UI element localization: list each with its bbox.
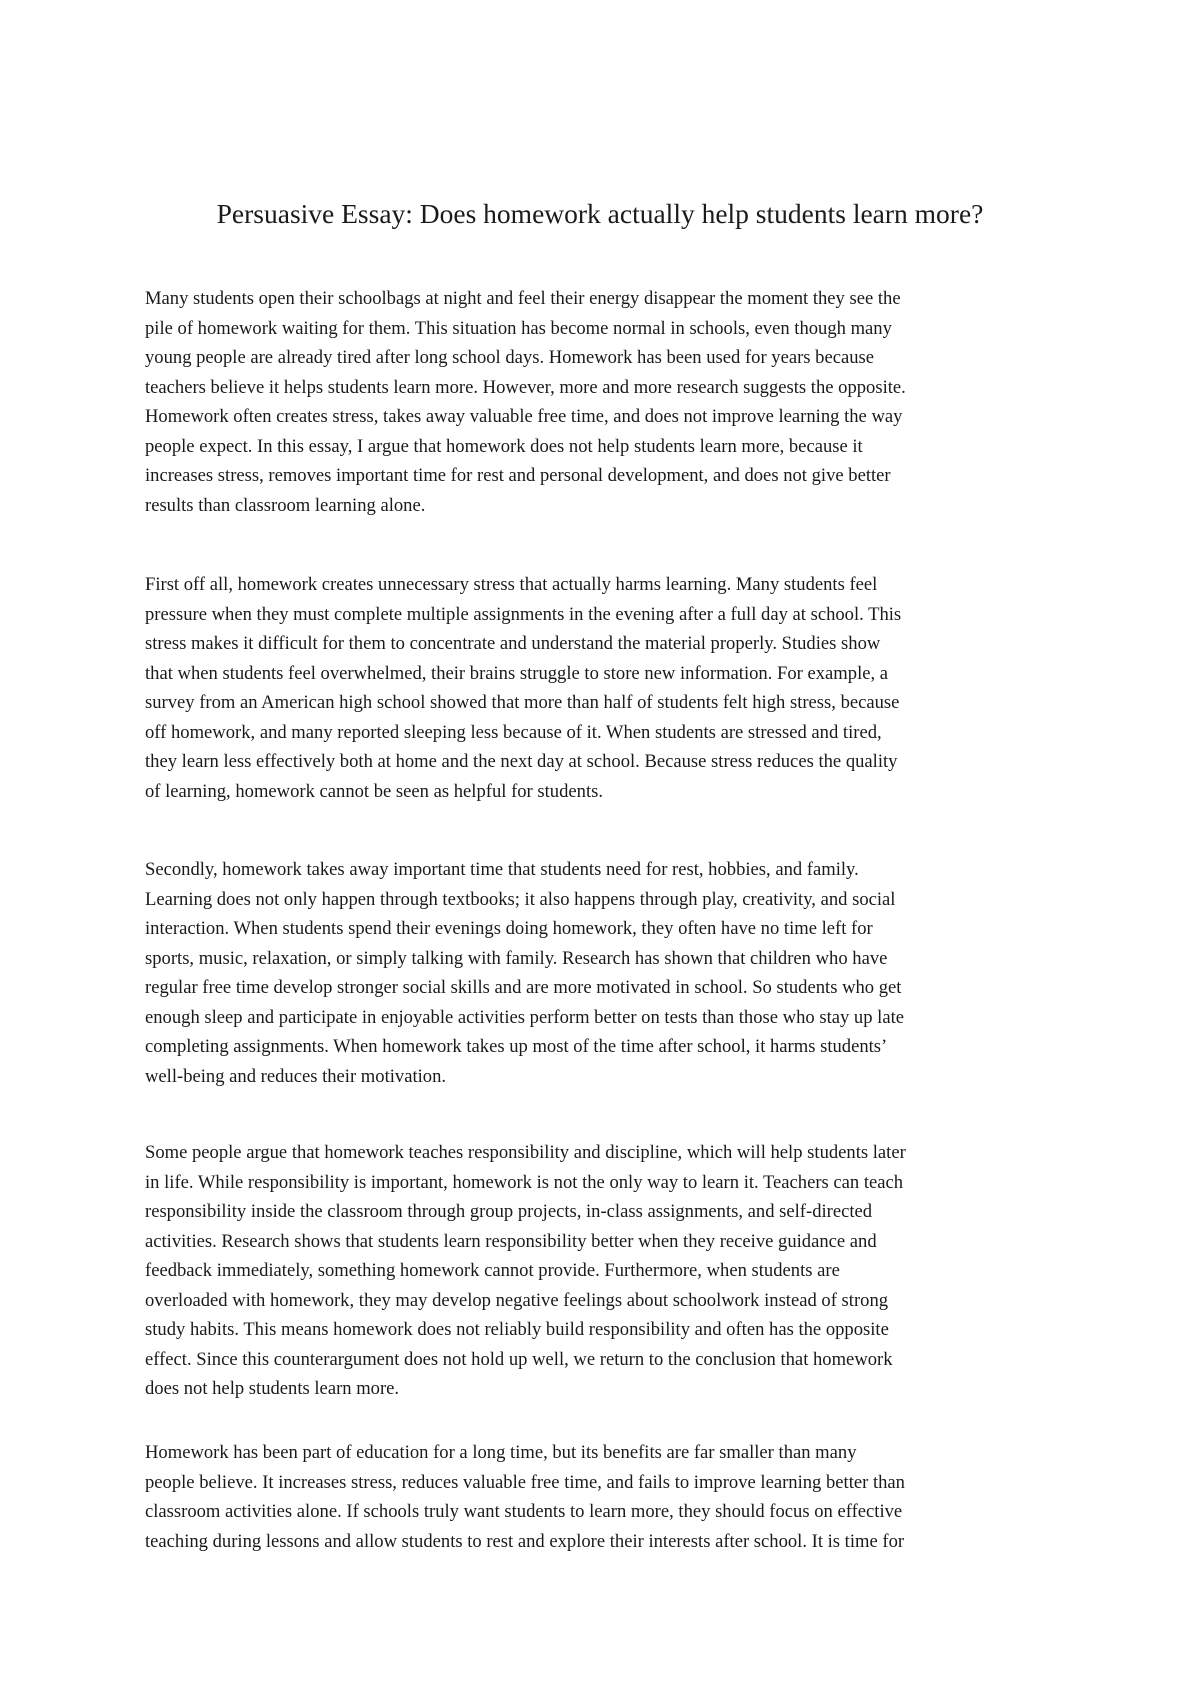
paragraph-free-time — [145, 855, 1065, 1091]
paragraph-line: that when students feel overwhelmed, their brains struggle to store new information. For example, a — [145, 662, 889, 684]
paragraph-line: pressure when they must complete multiple assignments in the evening after a full day at school. This — [145, 603, 902, 625]
paragraph-line: effect. Since this counterargument does not hold up well, we return to the conclusion that homework — [145, 1348, 893, 1370]
paragraph-line: off homework, and many reported sleeping less because of it. When students are stressed and tired, — [145, 721, 882, 743]
paragraph-line: feedback immediately, something homework cannot provide. Furthermore, when students are — [145, 1260, 840, 1281]
paragraph-line: young people are already tired after long school days. Homework has been used for years because — [145, 347, 875, 368]
paragraph-line: survey from an American high school showed that more than half of students felt high stress, because — [145, 692, 900, 713]
paragraph-line: Some people argue that homework teaches responsibility and discipline, which will help students later — [145, 1142, 906, 1163]
paragraph-line: Learning does not only happen through textbooks; it also happens through play, creativity, and social — [145, 888, 896, 910]
paragraph-line: they learn less effectively both at home and the next day at school. Because stress reduces the quality — [145, 751, 898, 772]
paragraph-line: pile of homework waiting for them. This situation has become normal in schools, even though many — [145, 317, 892, 339]
paragraph-conclusion — [145, 1438, 1065, 1556]
paragraph-line: teachers believe it helps students learn more. However, more and more research suggests the opposite. — [145, 376, 906, 398]
paragraph-line: Many students open their schoolbags at night and feel their energy disappear the moment they see the — [145, 288, 901, 309]
paragraph-line: well-being and reduces their motivation. — [145, 1065, 447, 1087]
paragraph-line: sports, music, relaxation, or simply talking with family. Research has shown that children who have — [145, 947, 888, 969]
paragraph-line: does not help students learn more. — [145, 1378, 400, 1399]
paragraph-introduction — [145, 284, 1065, 520]
paragraph-line: classroom activities alone. If schools truly want students to learn more, they should focus on effective — [145, 1501, 903, 1522]
paragraph-line: results than classroom learning alone. — [145, 494, 426, 516]
essay-title: Persuasive Essay: Does homework actually help students learn more? — [216, 198, 984, 229]
paragraph-line: interaction. When students spend their evenings doing homework, they often have no time left for — [145, 918, 873, 939]
paragraph-line: activities. Research shows that students learn responsibility better when they receive guidance and — [145, 1230, 877, 1252]
paragraph-line: Homework often creates stress, takes away valuable free time, and does not improve learning the way — [145, 406, 903, 427]
paragraph-line: stress makes it difficult for them to concentrate and understand the material properly. Studies show — [145, 633, 881, 654]
paragraph-line: completing assignments. When homework takes up most of the time after school, it harms students’ — [145, 1036, 888, 1057]
paragraph-line: First off all, homework creates unnecessary stress that actually harms learning. Many students feel — [145, 574, 878, 595]
paragraph-line: Homework has been part of education for a long time, but its benefits are far smaller than many — [145, 1442, 857, 1463]
paragraph-line: people expect. In this essay, I argue that homework does not help students learn more, because it — [145, 435, 863, 457]
paragraph-line: regular free time develop stronger social skills and are more motivated in school. So students who get — [145, 977, 902, 998]
paragraph-line: increases stress, removes important time for rest and personal development, and does not give better — [145, 465, 891, 486]
paragraph-line: study habits. This means homework does not reliably build responsibility and often has the opposite — [145, 1319, 889, 1340]
paragraph-line: teaching during lessons and allow students to rest and explore their interests after school. It is time for — [145, 1530, 905, 1552]
paragraph-line: responsibility inside the classroom through group projects, in-class assignments, and self-directed — [145, 1201, 873, 1222]
paragraph-line: Secondly, homework takes away important time that students need for rest, hobbies, and family. — [145, 859, 859, 880]
paragraph-line: overloaded with homework, they may develop negative feelings about schoolwork instead of strong — [145, 1289, 889, 1311]
paragraph-line: people believe. It increases stress, reduces valuable free time, and fails to improve learning better than — [145, 1471, 905, 1493]
paragraph-stress — [145, 570, 1065, 806]
paragraph-line: of learning, homework cannot be seen as helpful for students. — [145, 780, 603, 802]
paragraph-line: in life. While responsibility is important, homework is not the only way to learn it. Teachers can teach — [145, 1171, 904, 1193]
paragraph-line: enough sleep and participate in enjoyable activities perform better on tests than those who stay up late — [145, 1006, 905, 1028]
paragraph-counterargument — [145, 1138, 1065, 1404]
